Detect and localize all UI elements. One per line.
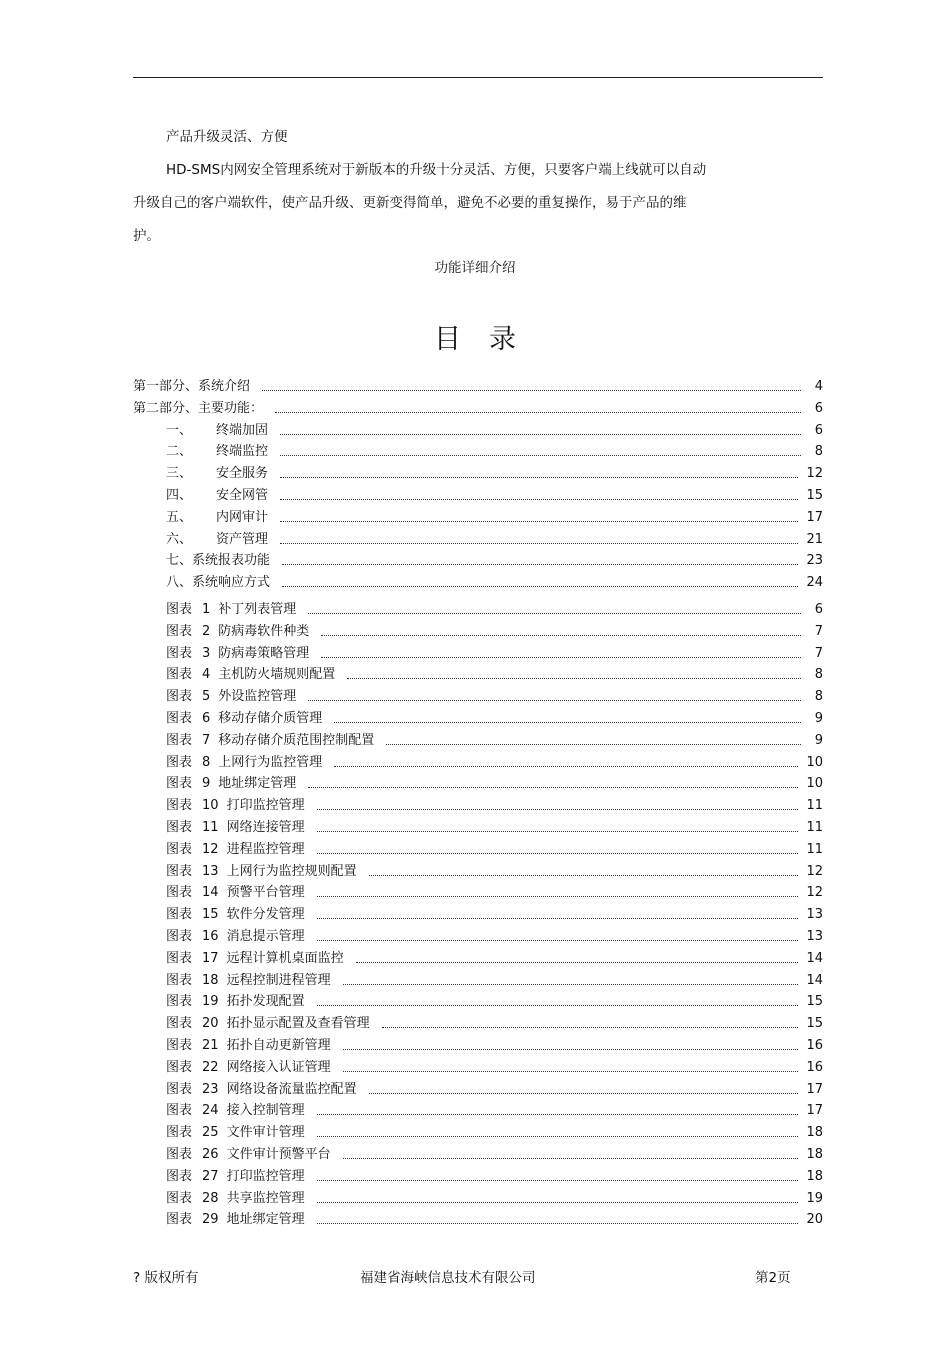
- toc-figure-number: 14: [202, 885, 219, 901]
- toc-page-number: 18: [806, 1168, 823, 1184]
- toc-figure-keyword: 图表: [166, 776, 193, 792]
- toc-figure-label: 文件审计管理: [226, 1125, 305, 1141]
- footer-copyright: ? 版权所有: [133, 1270, 199, 1286]
- toc-leader-dots: [386, 732, 801, 745]
- toc-figure-number: 2: [202, 623, 211, 639]
- toc-leader-dots: [343, 1037, 799, 1050]
- toc-figure-entry[interactable]: [166, 950, 823, 968]
- toc-leader-dots: [382, 1015, 799, 1028]
- toc-figure-number: 18: [202, 972, 219, 988]
- toc-figure-keyword: 图表: [166, 754, 193, 770]
- toc-figure-label: 进程监控管理: [226, 841, 305, 857]
- toc-entry-label: [166, 1168, 305, 1186]
- toc-entry-label: [166, 574, 270, 592]
- toc-figure-label: 地址绑定管理: [226, 1212, 305, 1228]
- toc-figure-number: 11: [202, 820, 219, 835]
- toc-figure-entry[interactable]: [166, 863, 823, 881]
- toc-figure-entry[interactable]: [166, 928, 823, 946]
- toc-entry-label: [166, 928, 305, 946]
- toc-figure-label: 补丁列表管理: [218, 602, 297, 617]
- intro-heading: 产品升级灵活、方便: [166, 129, 288, 145]
- toc-page-number: 7: [814, 623, 823, 639]
- toc-section-entry[interactable]: [166, 509, 823, 527]
- toc-page-number: 4: [814, 379, 823, 394]
- toc-figure-keyword: 图表: [166, 885, 193, 901]
- toc-entry-label: [166, 688, 296, 706]
- toc-figure-label: 网络设备流量监控配置: [226, 1081, 357, 1097]
- toc-leader-dots: [356, 950, 799, 963]
- toc-figure-entry[interactable]: [166, 906, 823, 924]
- toc-figure-entry[interactable]: [166, 1081, 823, 1099]
- toc-leader-dots: [317, 1102, 799, 1115]
- toc-leader-dots: [280, 487, 798, 500]
- toc-leader-dots: [334, 754, 798, 767]
- toc-figure-keyword: 图表: [166, 950, 193, 966]
- toc-section-ordinal: 三、: [166, 466, 193, 482]
- toc-figure-number: 19: [202, 994, 219, 1010]
- toc-page-number: 12: [806, 466, 823, 482]
- toc-section-label: 终端监控: [216, 444, 269, 460]
- toc-page-number: 14: [806, 950, 823, 966]
- toc-part-label: 第一部分、系统介绍: [133, 379, 251, 394]
- toc-page-number: 15: [806, 488, 823, 503]
- toc-figure-entry[interactable]: [166, 601, 823, 619]
- toc-section-entry[interactable]: [166, 487, 823, 505]
- toc-entry-label: [133, 378, 250, 396]
- toc-figure-label: 防病毒策略管理: [218, 645, 310, 661]
- toc-section-label: 内网审计: [216, 509, 269, 525]
- toc-figure-keyword: 图表: [166, 667, 193, 683]
- toc-figure-entry[interactable]: [166, 732, 823, 750]
- toc-figure-keyword: 图表: [166, 732, 193, 748]
- header-rule: [133, 77, 823, 78]
- toc-entry-label: [166, 1059, 331, 1077]
- toc-figure-entry[interactable]: [166, 797, 823, 815]
- toc-leader-dots: [280, 465, 798, 478]
- toc-page-number: 23: [806, 553, 823, 569]
- toc-figure-number: 17: [202, 950, 219, 966]
- toc-figure-keyword: 图表: [166, 623, 193, 639]
- toc-figure-label: 接入控制管理: [226, 1103, 305, 1119]
- toc-entry-label: [166, 1037, 331, 1055]
- toc-section-label: 终端加固: [216, 422, 269, 438]
- toc-figure-keyword: 图表: [166, 1059, 193, 1075]
- toc-figure-entry[interactable]: [166, 884, 823, 902]
- toc-figure-number: 24: [202, 1103, 219, 1119]
- toc-leader-dots: [262, 378, 801, 391]
- toc-figure-keyword: 图表: [166, 863, 193, 879]
- toc-leader-dots: [317, 906, 799, 919]
- toc-figure-number: 26: [202, 1147, 219, 1162]
- toc-entry-label: [166, 1081, 357, 1099]
- toc-figure-keyword: 图表: [166, 689, 193, 705]
- toc-figure-label: 地址绑定管理: [218, 776, 297, 792]
- toc-section-entry[interactable]: [166, 552, 823, 570]
- toc-section-entry[interactable]: [166, 531, 823, 549]
- toc-figure-label: 远程控制进程管理: [226, 972, 331, 988]
- toc-leader-dots: [308, 775, 798, 788]
- toc-leader-dots: [369, 863, 799, 876]
- toc-page-number: 17: [806, 1081, 823, 1097]
- toc-figure-label: 文件审计预警平台: [226, 1147, 331, 1162]
- toc-leader-dots: [317, 884, 799, 897]
- toc-part-label: 第二部分、主要功能：: [133, 400, 264, 416]
- toc-figure-label: 拓扑自动更新管理: [226, 1038, 331, 1053]
- toc-entry-label: [133, 400, 263, 418]
- toc-figure-entry[interactable]: [166, 710, 823, 728]
- toc-figure-label: 拓扑显示配置及查看管理: [226, 1016, 370, 1032]
- toc-figure-label: 外设监控管理: [218, 689, 297, 705]
- toc-section-ordinal: 一、: [166, 422, 193, 438]
- toc-entry-label: [166, 509, 268, 527]
- toc-figure-keyword: 图表: [166, 1038, 193, 1053]
- intro-paragraph-line: 升级自己的客户端软件，使产品升级、更新变得简单，避免不必要的重复操作，易于产品的维: [133, 195, 687, 211]
- toc-part-entry[interactable]: [133, 378, 823, 396]
- toc-entry-label: [166, 732, 374, 750]
- toc-entry-label: [166, 1015, 370, 1033]
- toc-figure-entry[interactable]: [166, 1059, 823, 1077]
- intro-paragraph-line: 护。: [133, 228, 160, 244]
- toc-figure-label: 主机防火墙规则配置: [218, 667, 336, 683]
- toc-leader-dots: [280, 509, 798, 522]
- toc-page-number: 7: [814, 645, 823, 661]
- toc-figure-label: 打印监控管理: [226, 798, 305, 814]
- toc-entry-label: [166, 531, 268, 549]
- toc-page-number: 15: [806, 1016, 823, 1032]
- toc-figure-keyword: 图表: [166, 1103, 193, 1119]
- toc-figure-keyword: 图表: [166, 907, 193, 923]
- toc-figure-number: 21: [202, 1038, 219, 1053]
- toc-page-number: 11: [806, 820, 823, 835]
- toc-part-entry[interactable]: [133, 400, 823, 418]
- toc-figure-keyword: 图表: [166, 711, 193, 726]
- toc-leader-dots: [280, 443, 801, 456]
- toc-figure-number: 3: [202, 645, 211, 661]
- toc-figure-entry[interactable]: [166, 1124, 823, 1142]
- toc-figure-label: 远程计算机桌面监控: [226, 950, 344, 966]
- toc-entry-label: [166, 993, 305, 1011]
- toc-leader-dots: [334, 710, 801, 723]
- toc-leader-dots: [317, 1124, 799, 1137]
- toc-page-number: 8: [814, 689, 823, 705]
- toc-page-number: 6: [814, 422, 823, 438]
- toc-leader-dots: [275, 400, 801, 413]
- toc-figure-entry[interactable]: [166, 688, 823, 706]
- toc-title: 目录: [434, 324, 544, 355]
- toc-entry-label: [166, 645, 309, 663]
- toc-figure-entry[interactable]: [166, 1015, 823, 1033]
- toc-figure-label: 上网行为监控规则配置: [226, 863, 357, 879]
- toc-entry-label: [166, 1211, 305, 1229]
- toc-entry-label: [166, 487, 268, 505]
- toc-page-number: 15: [806, 994, 823, 1010]
- toc-leader-dots: [280, 422, 801, 435]
- toc-figure-label: 拓扑发现配置: [226, 994, 305, 1010]
- toc-leader-dots: [321, 645, 801, 658]
- toc-figure-number: 20: [202, 1016, 219, 1032]
- toc-entry-label: [166, 443, 268, 461]
- toc-page-number: 18: [806, 1125, 823, 1141]
- toc-figure-number: 15: [202, 907, 219, 923]
- toc-figure-number: 23: [202, 1081, 219, 1097]
- toc-figure-entry[interactable]: [166, 841, 823, 859]
- toc-leader-dots: [343, 1146, 799, 1159]
- toc-figure-keyword: 图表: [166, 1147, 193, 1162]
- toc-leader-dots: [308, 601, 801, 614]
- toc-entry-label: [166, 884, 305, 902]
- toc-entry-label: [166, 841, 305, 859]
- toc-page-number: 6: [814, 602, 823, 617]
- toc-figure-number: 8: [202, 754, 211, 770]
- toc-figure-keyword: 图表: [166, 602, 193, 617]
- toc-section-ordinal: 四、: [166, 488, 193, 503]
- toc-entry-label: [166, 906, 305, 924]
- toc-page-number: 12: [806, 863, 823, 879]
- toc-page-number: 18: [806, 1147, 823, 1162]
- toc-figure-number: 10: [202, 798, 219, 814]
- toc-leader-dots: [317, 928, 799, 941]
- toc-figure-keyword: 图表: [166, 841, 193, 857]
- toc-figure-label: 网络连接管理: [226, 820, 305, 835]
- toc-page-number: 14: [806, 972, 823, 988]
- toc-figure-keyword: 图表: [166, 798, 193, 814]
- toc-leader-dots: [347, 666, 801, 679]
- toc-page-number: 16: [806, 1059, 823, 1075]
- toc-figure-keyword: 图表: [166, 1081, 193, 1097]
- toc-leader-dots: [317, 819, 799, 832]
- toc-figure-number: 9: [202, 776, 211, 792]
- toc-leader-dots: [317, 1168, 799, 1181]
- toc-page-number: 17: [806, 1103, 823, 1119]
- toc-entry-label: [166, 666, 335, 684]
- toc-figure-label: 打印监控管理: [226, 1168, 305, 1184]
- toc-section-entry[interactable]: [166, 443, 823, 461]
- toc-page-number: 8: [814, 667, 823, 683]
- footer-page-number: 第2页: [755, 1270, 791, 1286]
- toc-figure-number: 1: [202, 602, 211, 617]
- toc-figure-label: 消息提示管理: [226, 929, 305, 944]
- toc-figure-keyword: 图表: [166, 820, 193, 835]
- toc-page-number: 13: [806, 929, 823, 944]
- toc-leader-dots: [369, 1081, 799, 1094]
- toc-entry-label: [166, 623, 309, 641]
- toc-figure-entry[interactable]: [166, 666, 823, 684]
- toc-page-number: 10: [806, 754, 823, 770]
- toc-leader-dots: [317, 797, 799, 810]
- toc-section-label: 系统报表功能: [192, 553, 271, 569]
- toc-figure-entry[interactable]: [166, 623, 823, 641]
- toc-leader-dots: [317, 1190, 799, 1203]
- toc-figure-number: 25: [202, 1125, 219, 1141]
- toc-figure-number: 5: [202, 689, 211, 705]
- toc-leader-dots: [321, 623, 801, 636]
- toc-entry-label: [166, 819, 305, 837]
- toc-entry-label: [166, 1102, 305, 1120]
- toc-page-number: 10: [806, 776, 823, 792]
- toc-page-number: 9: [814, 711, 823, 726]
- toc-figure-number: 16: [202, 929, 219, 944]
- toc-figure-entry[interactable]: [166, 1146, 823, 1164]
- toc-figure-number: 22: [202, 1059, 219, 1075]
- toc-entry-label: [166, 950, 344, 968]
- toc-leader-dots: [282, 552, 798, 565]
- toc-figure-keyword: 图表: [166, 1212, 193, 1228]
- toc-page-number: 20: [806, 1212, 823, 1228]
- toc-page-number: 6: [814, 400, 823, 416]
- toc-figure-number: 4: [202, 667, 211, 683]
- toc-page-number: 17: [806, 509, 823, 525]
- toc-figure-label: 防病毒软件种类: [218, 623, 310, 639]
- toc-figure-number: 7: [202, 732, 211, 748]
- toc-section-ordinal: 五、: [166, 509, 193, 525]
- toc-leader-dots: [280, 531, 798, 544]
- toc-entry-label: [166, 1146, 331, 1164]
- toc-leader-dots: [317, 993, 799, 1006]
- toc-figure-keyword: 图表: [166, 1016, 193, 1032]
- toc-figure-label: 预警平台管理: [226, 885, 305, 901]
- toc-figure-entry[interactable]: [166, 1190, 823, 1208]
- toc-figure-entry[interactable]: [166, 1211, 823, 1229]
- toc-entry-label: [166, 775, 296, 793]
- toc-page-number: 21: [806, 531, 823, 547]
- toc-section-label: 资产管理: [216, 531, 269, 547]
- toc-figure-label: 上网行为监控管理: [218, 754, 323, 770]
- toc-section-entry[interactable]: [166, 574, 823, 592]
- toc-leader-dots: [317, 1211, 799, 1224]
- toc-figure-keyword: 图表: [166, 645, 193, 661]
- toc-figure-keyword: 图表: [166, 1168, 193, 1184]
- toc-leader-dots: [282, 574, 798, 587]
- toc-figure-number: 27: [202, 1168, 219, 1184]
- toc-figure-number: 13: [202, 863, 219, 879]
- toc-leader-dots: [343, 1059, 799, 1072]
- toc-figure-entry[interactable]: [166, 993, 823, 1011]
- toc-page-number: 9: [814, 732, 823, 748]
- toc-leader-dots: [317, 841, 799, 854]
- toc-leader-dots: [343, 972, 799, 985]
- toc-figure-label: 移动存储介质范围控制配置: [218, 732, 375, 748]
- toc-page-number: 19: [806, 1190, 823, 1206]
- toc-figure-keyword: 图表: [166, 994, 193, 1010]
- toc-section-ordinal: 八、: [166, 575, 193, 591]
- toc-section-label: 安全网管: [216, 488, 269, 503]
- toc-figure-keyword: 图表: [166, 929, 193, 944]
- toc-figure-label: 网络接入认证管理: [226, 1059, 331, 1075]
- toc-figure-keyword: 图表: [166, 1190, 193, 1206]
- toc-page-number: 24: [806, 575, 823, 591]
- toc-page-number: 11: [806, 798, 823, 814]
- toc-entry-label: [166, 863, 357, 881]
- toc-section-ordinal: 七、: [166, 553, 193, 569]
- toc-page-number: 11: [806, 841, 823, 857]
- toc-page-number: 13: [806, 907, 823, 923]
- toc-figure-entry[interactable]: [166, 819, 823, 837]
- toc-section-label: 系统响应方式: [192, 575, 271, 591]
- toc-entry-label: [166, 710, 322, 728]
- toc-figure-number: 12: [202, 841, 219, 857]
- toc-figure-entry[interactable]: [166, 1102, 823, 1120]
- toc-figure-entry[interactable]: [166, 645, 823, 663]
- toc-entry-label: [166, 601, 296, 619]
- toc-figure-label: 移动存储介质管理: [218, 711, 323, 726]
- intro-paragraph-line: HD-SMS内网安全管理系统对于新版本的升级十分灵活、方便，只要客户端上线就可以自动: [166, 162, 707, 178]
- toc-figure-entry[interactable]: [166, 1168, 823, 1186]
- toc-figure-label: 软件分发管理: [226, 907, 305, 923]
- toc-figure-entry[interactable]: [166, 972, 823, 990]
- toc-section-entry[interactable]: [166, 422, 823, 440]
- toc-section-ordinal: 二、: [166, 444, 193, 460]
- toc-page-number: 12: [806, 885, 823, 901]
- toc-entry-label: [166, 1190, 305, 1208]
- toc-section-entry[interactable]: [166, 465, 823, 483]
- toc-entry-label: [166, 797, 305, 815]
- toc-entry-label: [166, 972, 331, 990]
- footer-company: 福建省海峡信息技术有限公司: [360, 1270, 536, 1286]
- section-caption: 功能详细介绍: [434, 260, 516, 276]
- toc-leader-dots: [308, 688, 801, 701]
- toc-page-number: 8: [814, 444, 823, 460]
- toc-figure-entry[interactable]: [166, 1037, 823, 1055]
- toc-figure-number: 6: [202, 711, 211, 726]
- toc-figure-keyword: 图表: [166, 1125, 193, 1141]
- toc-section-label: 安全服务: [216, 466, 269, 482]
- toc-page-number: 16: [806, 1038, 823, 1053]
- toc-figure-number: 29: [202, 1212, 219, 1228]
- toc-figure-keyword: 图表: [166, 972, 193, 988]
- toc-entry-label: [166, 422, 268, 440]
- toc-figure-number: 28: [202, 1190, 219, 1206]
- toc-figure-entry[interactable]: [166, 754, 823, 772]
- toc-figure-label: 共享监控管理: [226, 1190, 305, 1206]
- toc-section-ordinal: 六、: [166, 531, 193, 547]
- toc-entry-label: [166, 754, 322, 772]
- toc-entry-label: [166, 552, 270, 570]
- toc-entry-label: [166, 465, 268, 483]
- toc-figure-entry[interactable]: [166, 775, 823, 793]
- toc-entry-label: [166, 1124, 305, 1142]
